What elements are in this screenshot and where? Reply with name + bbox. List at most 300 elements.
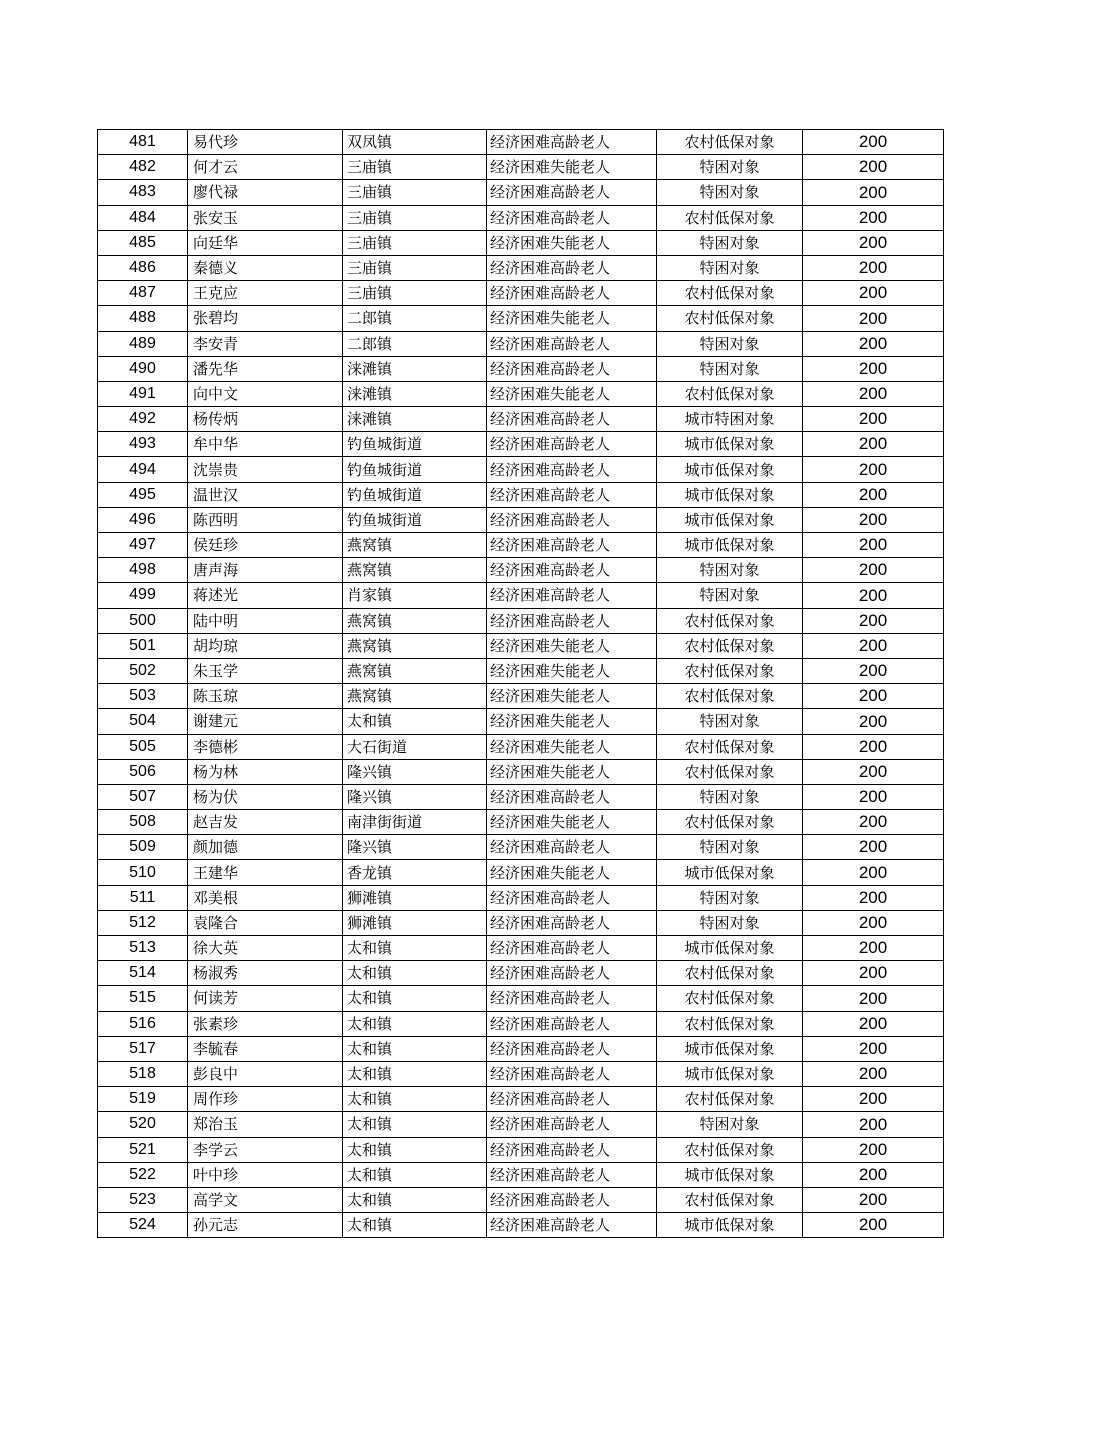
- table-row: [98, 331, 944, 356]
- person-name-cell: 杨传炳: [188, 407, 343, 432]
- amount-cell: 200: [803, 457, 944, 482]
- category-cell: 农村低保对象: [657, 608, 803, 633]
- subsidy-type-cell: 经济困难高龄老人: [487, 356, 657, 381]
- category-cell: 特困对象: [657, 230, 803, 255]
- table-row: [98, 810, 944, 835]
- person-name-cell: 蒋述光: [188, 583, 343, 608]
- subsidy-type-cell: 经济困难高龄老人: [487, 1187, 657, 1212]
- category-cell: 农村低保对象: [657, 1011, 803, 1036]
- subsidy-type-cell: 经济困难高龄老人: [487, 507, 657, 532]
- amount-cell: 200: [803, 432, 944, 457]
- subsidy-type-cell: 经济困难高龄老人: [487, 961, 657, 986]
- amount-cell: 200: [803, 784, 944, 809]
- category-cell: 城市特困对象: [657, 407, 803, 432]
- category-cell: 城市低保对象: [657, 936, 803, 961]
- row-number-cell: 515: [98, 986, 188, 1011]
- person-name-cell: 朱玉学: [188, 658, 343, 683]
- amount-cell: 200: [803, 356, 944, 381]
- table-row: [98, 281, 944, 306]
- town-cell: 三庙镇: [343, 205, 487, 230]
- person-name-cell: 何读芳: [188, 986, 343, 1011]
- amount-cell: 200: [803, 910, 944, 935]
- table-row: [98, 633, 944, 658]
- category-cell: 特困对象: [657, 1112, 803, 1137]
- subsidy-type-cell: 经济困难失能老人: [487, 633, 657, 658]
- town-cell: 香龙镇: [343, 860, 487, 885]
- person-name-cell: 杨为林: [188, 759, 343, 784]
- table-row: [98, 936, 944, 961]
- town-cell: 涞滩镇: [343, 381, 487, 406]
- table-row: [98, 961, 944, 986]
- category-cell: 城市低保对象: [657, 432, 803, 457]
- row-number-cell: 522: [98, 1162, 188, 1187]
- town-cell: 南津街街道: [343, 810, 487, 835]
- row-number-cell: 483: [98, 180, 188, 205]
- person-name-cell: 赵吉发: [188, 810, 343, 835]
- row-number-cell: 500: [98, 608, 188, 633]
- person-name-cell: 沈崇贵: [188, 457, 343, 482]
- town-cell: 隆兴镇: [343, 784, 487, 809]
- subsidy-type-cell: 经济困难高龄老人: [487, 255, 657, 280]
- town-cell: 大石街道: [343, 734, 487, 759]
- subsidy-type-cell: 经济困难高龄老人: [487, 281, 657, 306]
- amount-cell: 200: [803, 1061, 944, 1086]
- row-number-cell: 489: [98, 331, 188, 356]
- subsidy-type-cell: 经济困难高龄老人: [487, 583, 657, 608]
- amount-cell: 200: [803, 658, 944, 683]
- table-row: [98, 986, 944, 1011]
- category-cell: 农村低保对象: [657, 961, 803, 986]
- row-number-cell: 496: [98, 507, 188, 532]
- row-number-cell: 485: [98, 230, 188, 255]
- person-name-cell: 郑治玉: [188, 1112, 343, 1137]
- category-cell: 特困对象: [657, 910, 803, 935]
- person-name-cell: 胡均琼: [188, 633, 343, 658]
- subsidy-type-cell: 经济困难高龄老人: [487, 1162, 657, 1187]
- town-cell: 狮滩镇: [343, 885, 487, 910]
- subsidy-type-cell: 经济困难失能老人: [487, 810, 657, 835]
- amount-cell: 200: [803, 205, 944, 230]
- subsidy-type-cell: 经济困难失能老人: [487, 381, 657, 406]
- category-cell: 农村低保对象: [657, 759, 803, 784]
- row-number-cell: 497: [98, 533, 188, 558]
- subsidy-type-cell: 经济困难失能老人: [487, 684, 657, 709]
- category-cell: 城市低保对象: [657, 860, 803, 885]
- subsidy-type-cell: 经济困难高龄老人: [487, 885, 657, 910]
- category-cell: 特困对象: [657, 180, 803, 205]
- category-cell: 特困对象: [657, 885, 803, 910]
- town-cell: 太和镇: [343, 1061, 487, 1086]
- person-name-cell: 陆中明: [188, 608, 343, 633]
- subsidy-type-cell: 经济困难高龄老人: [487, 1011, 657, 1036]
- subsidy-type-cell: 经济困难高龄老人: [487, 558, 657, 583]
- subsidy-type-cell: 经济困难高龄老人: [487, 533, 657, 558]
- person-name-cell: 谢建元: [188, 709, 343, 734]
- person-name-cell: 牟中华: [188, 432, 343, 457]
- town-cell: 钓鱼城街道: [343, 457, 487, 482]
- subsidy-type-cell: 经济困难高龄老人: [487, 1213, 657, 1238]
- table-row: [98, 205, 944, 230]
- table-row: [98, 784, 944, 809]
- town-cell: 隆兴镇: [343, 835, 487, 860]
- row-number-cell: 499: [98, 583, 188, 608]
- subsidy-type-cell: 经济困难失能老人: [487, 306, 657, 331]
- category-cell: 农村低保对象: [657, 658, 803, 683]
- amount-cell: 200: [803, 407, 944, 432]
- amount-cell: 200: [803, 986, 944, 1011]
- row-number-cell: 519: [98, 1087, 188, 1112]
- town-cell: 隆兴镇: [343, 759, 487, 784]
- table-row: [98, 759, 944, 784]
- subsidy-type-cell: 经济困难高龄老人: [487, 407, 657, 432]
- row-number-cell: 514: [98, 961, 188, 986]
- subsidy-type-cell: 经济困难高龄老人: [487, 457, 657, 482]
- amount-cell: 200: [803, 759, 944, 784]
- person-name-cell: 张碧均: [188, 306, 343, 331]
- row-number-cell: 513: [98, 936, 188, 961]
- category-cell: 城市低保对象: [657, 457, 803, 482]
- subsidy-type-cell: 经济困难高龄老人: [487, 482, 657, 507]
- town-cell: 太和镇: [343, 961, 487, 986]
- amount-cell: 200: [803, 558, 944, 583]
- subsidy-table: [97, 129, 944, 1238]
- table-row: [98, 860, 944, 885]
- table-row: [98, 1112, 944, 1137]
- category-cell: 城市低保对象: [657, 1061, 803, 1086]
- category-cell: 特困对象: [657, 331, 803, 356]
- subsidy-type-cell: 经济困难失能老人: [487, 734, 657, 759]
- category-cell: 城市低保对象: [657, 1036, 803, 1061]
- town-cell: 太和镇: [343, 1011, 487, 1036]
- subsidy-type-cell: 经济困难高龄老人: [487, 1112, 657, 1137]
- person-name-cell: 温世汉: [188, 482, 343, 507]
- category-cell: 农村低保对象: [657, 381, 803, 406]
- row-number-cell: 486: [98, 255, 188, 280]
- town-cell: 三庙镇: [343, 255, 487, 280]
- amount-cell: 200: [803, 583, 944, 608]
- subsidy-type-cell: 经济困难失能老人: [487, 709, 657, 734]
- subsidy-type-cell: 经济困难高龄老人: [487, 835, 657, 860]
- category-cell: 农村低保对象: [657, 306, 803, 331]
- row-number-cell: 494: [98, 457, 188, 482]
- town-cell: 太和镇: [343, 1112, 487, 1137]
- amount-cell: 200: [803, 860, 944, 885]
- category-cell: 农村低保对象: [657, 205, 803, 230]
- table-row: [98, 533, 944, 558]
- subsidy-type-cell: 经济困难高龄老人: [487, 180, 657, 205]
- category-cell: 农村低保对象: [657, 1137, 803, 1162]
- person-name-cell: 杨淑秀: [188, 961, 343, 986]
- category-cell: 农村低保对象: [657, 734, 803, 759]
- table-row: [98, 910, 944, 935]
- subsidy-type-cell: 经济困难失能老人: [487, 155, 657, 180]
- table-row: [98, 1162, 944, 1187]
- category-cell: 农村低保对象: [657, 1087, 803, 1112]
- subsidy-type-cell: 经济困难失能老人: [487, 658, 657, 683]
- amount-cell: 200: [803, 1187, 944, 1212]
- table-row: [98, 684, 944, 709]
- category-cell: 农村低保对象: [657, 633, 803, 658]
- amount-cell: 200: [803, 130, 944, 155]
- town-cell: 肖家镇: [343, 583, 487, 608]
- town-cell: 二郎镇: [343, 306, 487, 331]
- table-row: [98, 885, 944, 910]
- amount-cell: 200: [803, 281, 944, 306]
- amount-cell: 200: [803, 1162, 944, 1187]
- town-cell: 燕窝镇: [343, 608, 487, 633]
- row-number-cell: 484: [98, 205, 188, 230]
- row-number-cell: 482: [98, 155, 188, 180]
- table-row: [98, 558, 944, 583]
- category-cell: 城市低保对象: [657, 482, 803, 507]
- person-name-cell: 潘先华: [188, 356, 343, 381]
- row-number-cell: 510: [98, 860, 188, 885]
- table-row: [98, 507, 944, 532]
- table-row: [98, 155, 944, 180]
- town-cell: 太和镇: [343, 1187, 487, 1212]
- person-name-cell: 袁隆合: [188, 910, 343, 935]
- person-name-cell: 向中文: [188, 381, 343, 406]
- amount-cell: 200: [803, 381, 944, 406]
- category-cell: 特困对象: [657, 356, 803, 381]
- row-number-cell: 511: [98, 885, 188, 910]
- category-cell: 城市低保对象: [657, 1213, 803, 1238]
- table-row: [98, 356, 944, 381]
- person-name-cell: 易代珍: [188, 130, 343, 155]
- amount-cell: 200: [803, 507, 944, 532]
- amount-cell: 200: [803, 1011, 944, 1036]
- amount-cell: 200: [803, 1112, 944, 1137]
- category-cell: 城市低保对象: [657, 533, 803, 558]
- amount-cell: 200: [803, 936, 944, 961]
- town-cell: 钓鱼城街道: [343, 482, 487, 507]
- person-name-cell: 颜加德: [188, 835, 343, 860]
- row-number-cell: 516: [98, 1011, 188, 1036]
- amount-cell: 200: [803, 230, 944, 255]
- town-cell: 燕窝镇: [343, 658, 487, 683]
- subsidy-type-cell: 经济困难高龄老人: [487, 910, 657, 935]
- table-row: [98, 734, 944, 759]
- subsidy-type-cell: 经济困难高龄老人: [487, 205, 657, 230]
- person-name-cell: 李德彬: [188, 734, 343, 759]
- town-cell: 涞滩镇: [343, 407, 487, 432]
- amount-cell: 200: [803, 835, 944, 860]
- category-cell: 特困对象: [657, 558, 803, 583]
- town-cell: 二郎镇: [343, 331, 487, 356]
- person-name-cell: 张素珍: [188, 1011, 343, 1036]
- row-number-cell: 491: [98, 381, 188, 406]
- person-name-cell: 李安青: [188, 331, 343, 356]
- table-row: [98, 1213, 944, 1238]
- town-cell: 双凤镇: [343, 130, 487, 155]
- person-name-cell: 张安玉: [188, 205, 343, 230]
- table-row: [98, 432, 944, 457]
- amount-cell: 200: [803, 684, 944, 709]
- subsidy-type-cell: 经济困难失能老人: [487, 230, 657, 255]
- table-row: [98, 407, 944, 432]
- table-row: [98, 1036, 944, 1061]
- table-row: [98, 457, 944, 482]
- row-number-cell: 501: [98, 633, 188, 658]
- subsidy-type-cell: 经济困难高龄老人: [487, 784, 657, 809]
- town-cell: 燕窝镇: [343, 558, 487, 583]
- category-cell: 农村低保对象: [657, 1187, 803, 1212]
- row-number-cell: 498: [98, 558, 188, 583]
- row-number-cell: 507: [98, 784, 188, 809]
- subsidy-type-cell: 经济困难高龄老人: [487, 986, 657, 1011]
- category-cell: 农村低保对象: [657, 810, 803, 835]
- category-cell: 城市低保对象: [657, 1162, 803, 1187]
- category-cell: 特困对象: [657, 784, 803, 809]
- amount-cell: 200: [803, 709, 944, 734]
- table-row: [98, 1187, 944, 1212]
- person-name-cell: 向廷华: [188, 230, 343, 255]
- subsidy-type-cell: 经济困难高龄老人: [487, 130, 657, 155]
- town-cell: 太和镇: [343, 936, 487, 961]
- amount-cell: 200: [803, 155, 944, 180]
- table-row: [98, 180, 944, 205]
- row-number-cell: 492: [98, 407, 188, 432]
- row-number-cell: 521: [98, 1137, 188, 1162]
- person-name-cell: 廖代禄: [188, 180, 343, 205]
- table-row: [98, 230, 944, 255]
- amount-cell: 200: [803, 1036, 944, 1061]
- person-name-cell: 王克应: [188, 281, 343, 306]
- town-cell: 三庙镇: [343, 155, 487, 180]
- row-number-cell: 495: [98, 482, 188, 507]
- town-cell: 太和镇: [343, 1036, 487, 1061]
- row-number-cell: 523: [98, 1187, 188, 1212]
- category-cell: 特困对象: [657, 709, 803, 734]
- table-row: [98, 255, 944, 280]
- row-number-cell: 490: [98, 356, 188, 381]
- subsidy-type-cell: 经济困难高龄老人: [487, 1137, 657, 1162]
- town-cell: 燕窝镇: [343, 533, 487, 558]
- person-name-cell: 徐大英: [188, 936, 343, 961]
- table-row: [98, 658, 944, 683]
- amount-cell: 200: [803, 1087, 944, 1112]
- amount-cell: 200: [803, 533, 944, 558]
- subsidy-type-cell: 经济困难失能老人: [487, 860, 657, 885]
- person-name-cell: 孙元志: [188, 1213, 343, 1238]
- person-name-cell: 周作珍: [188, 1087, 343, 1112]
- town-cell: 狮滩镇: [343, 910, 487, 935]
- town-cell: 三庙镇: [343, 180, 487, 205]
- amount-cell: 200: [803, 1137, 944, 1162]
- subsidy-type-cell: 经济困难高龄老人: [487, 608, 657, 633]
- row-number-cell: 505: [98, 734, 188, 759]
- amount-cell: 200: [803, 961, 944, 986]
- row-number-cell: 503: [98, 684, 188, 709]
- amount-cell: 200: [803, 180, 944, 205]
- town-cell: 太和镇: [343, 1162, 487, 1187]
- category-cell: 农村低保对象: [657, 130, 803, 155]
- row-number-cell: 508: [98, 810, 188, 835]
- table-row: [98, 1087, 944, 1112]
- amount-cell: 200: [803, 885, 944, 910]
- person-name-cell: 杨为伏: [188, 784, 343, 809]
- row-number-cell: 488: [98, 306, 188, 331]
- person-name-cell: 李毓春: [188, 1036, 343, 1061]
- town-cell: 太和镇: [343, 709, 487, 734]
- table-row: [98, 130, 944, 155]
- subsidy-type-cell: 经济困难高龄老人: [487, 1036, 657, 1061]
- category-cell: 特困对象: [657, 155, 803, 180]
- subsidy-type-cell: 经济困难高龄老人: [487, 1087, 657, 1112]
- person-name-cell: 陈玉琼: [188, 684, 343, 709]
- table-row: [98, 1137, 944, 1162]
- table-row: [98, 306, 944, 331]
- row-number-cell: 504: [98, 709, 188, 734]
- amount-cell: 200: [803, 331, 944, 356]
- amount-cell: 200: [803, 255, 944, 280]
- category-cell: 农村低保对象: [657, 281, 803, 306]
- row-number-cell: 524: [98, 1213, 188, 1238]
- category-cell: 城市低保对象: [657, 507, 803, 532]
- person-name-cell: 高学文: [188, 1187, 343, 1212]
- person-name-cell: 李学云: [188, 1137, 343, 1162]
- town-cell: 太和镇: [343, 1137, 487, 1162]
- amount-cell: 200: [803, 1213, 944, 1238]
- subsidy-type-cell: 经济困难失能老人: [487, 759, 657, 784]
- table-row: [98, 1011, 944, 1036]
- row-number-cell: 512: [98, 910, 188, 935]
- row-number-cell: 517: [98, 1036, 188, 1061]
- amount-cell: 200: [803, 734, 944, 759]
- town-cell: 涞滩镇: [343, 356, 487, 381]
- category-cell: 农村低保对象: [657, 986, 803, 1011]
- table-row: [98, 1061, 944, 1086]
- town-cell: 燕窝镇: [343, 684, 487, 709]
- row-number-cell: 509: [98, 835, 188, 860]
- table-row: [98, 381, 944, 406]
- amount-cell: 200: [803, 306, 944, 331]
- subsidy-type-cell: 经济困难高龄老人: [487, 1061, 657, 1086]
- town-cell: 太和镇: [343, 1087, 487, 1112]
- amount-cell: 200: [803, 633, 944, 658]
- town-cell: 钓鱼城街道: [343, 507, 487, 532]
- person-name-cell: 侯廷珍: [188, 533, 343, 558]
- person-name-cell: 秦德义: [188, 255, 343, 280]
- category-cell: 特困对象: [657, 583, 803, 608]
- amount-cell: 200: [803, 482, 944, 507]
- category-cell: 特困对象: [657, 835, 803, 860]
- row-number-cell: 487: [98, 281, 188, 306]
- subsidy-type-cell: 经济困难高龄老人: [487, 331, 657, 356]
- subsidy-type-cell: 经济困难高龄老人: [487, 936, 657, 961]
- town-cell: 钓鱼城街道: [343, 432, 487, 457]
- table-body: [98, 130, 944, 1238]
- row-number-cell: 481: [98, 130, 188, 155]
- row-number-cell: 502: [98, 658, 188, 683]
- town-cell: 三庙镇: [343, 281, 487, 306]
- town-cell: 三庙镇: [343, 230, 487, 255]
- town-cell: 燕窝镇: [343, 633, 487, 658]
- person-name-cell: 叶中珍: [188, 1162, 343, 1187]
- amount-cell: 200: [803, 810, 944, 835]
- amount-cell: 200: [803, 608, 944, 633]
- town-cell: 太和镇: [343, 986, 487, 1011]
- person-name-cell: 唐声海: [188, 558, 343, 583]
- person-name-cell: 何才云: [188, 155, 343, 180]
- table-row: [98, 709, 944, 734]
- table-row: [98, 608, 944, 633]
- town-cell: 太和镇: [343, 1213, 487, 1238]
- table-row: [98, 835, 944, 860]
- person-name-cell: 陈西明: [188, 507, 343, 532]
- person-name-cell: 邓美根: [188, 885, 343, 910]
- row-number-cell: 518: [98, 1061, 188, 1086]
